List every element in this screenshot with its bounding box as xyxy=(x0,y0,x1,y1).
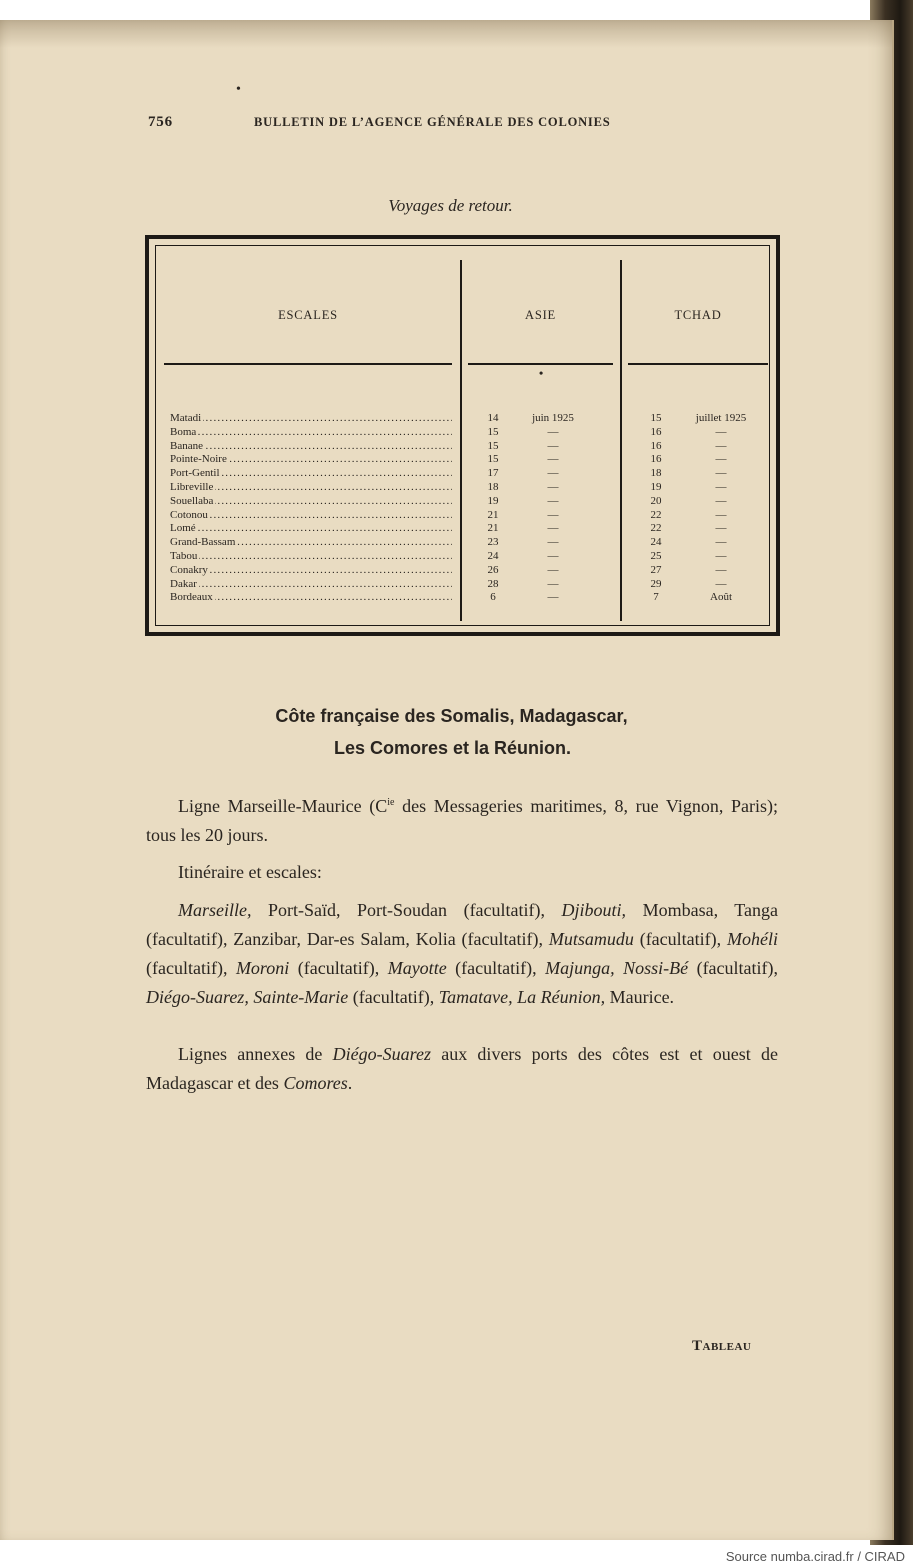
itinerary-text: (facultatif), xyxy=(446,958,546,978)
port-label: Bordeaux xyxy=(170,591,213,604)
port-name xyxy=(170,578,452,592)
table-row xyxy=(170,412,770,426)
header-tchad: TCHAD xyxy=(674,308,722,322)
header-escales: ESCALES xyxy=(278,308,338,322)
asie-month: — xyxy=(547,480,559,493)
tchad-day: 22 xyxy=(650,522,662,535)
table-row xyxy=(170,495,770,509)
p4-text-e: . xyxy=(347,1073,353,1093)
header-rule xyxy=(164,363,452,365)
port-name xyxy=(170,550,452,564)
asie-day: 24 xyxy=(487,549,499,562)
p4-place-comores: Comores xyxy=(283,1073,348,1093)
port-label: Cotonou xyxy=(170,508,208,521)
p1-text-a: Ligne Marseille-Maurice (C xyxy=(178,796,388,816)
itinerary-place: Majunga, Nossi-Bé xyxy=(545,958,689,978)
port-name xyxy=(170,467,452,481)
tchad-day: 29 xyxy=(650,577,662,590)
port-name xyxy=(170,412,452,426)
port-name xyxy=(170,564,452,578)
asie-month: — xyxy=(547,536,559,549)
tchad-month: — xyxy=(715,508,727,521)
port-label: Pointe-Noire xyxy=(170,453,227,466)
tchad-day: 7 xyxy=(653,591,659,604)
tchad-month: — xyxy=(715,563,727,576)
itinerary-place: Mohéli xyxy=(727,929,778,949)
itinerary-text: Mombasa, Tanga (facultatif), Zanzibar, Dar-es Salam, Kolia (facultatif), xyxy=(146,900,778,949)
itinerary-text: (facultatif), xyxy=(146,958,236,978)
port-label: Conakry xyxy=(170,563,208,576)
tchad-day: 24 xyxy=(650,536,662,549)
asie-month: — xyxy=(547,549,559,562)
itinerary-place: Djibouti, xyxy=(561,900,627,920)
itinerary-text: Maurice. xyxy=(605,987,675,1007)
tchad-day: 16 xyxy=(650,439,662,452)
header-rule xyxy=(628,363,768,365)
itinerary-text: (facultatif), xyxy=(348,987,439,1007)
port-label: Grand-Bassam xyxy=(170,536,236,549)
port-name xyxy=(170,495,452,509)
port-label: Lomé xyxy=(170,522,196,535)
asie-month: — xyxy=(547,577,559,590)
port-label: Dakar xyxy=(170,577,197,590)
itinerary-text: Port-Saïd, Port-Soudan (facultatif), xyxy=(251,900,562,920)
itinerary-place: Diégo-Suarez, Sainte-Marie xyxy=(146,987,349,1007)
port-label: Tabou xyxy=(170,549,198,562)
tchad-day: 19 xyxy=(650,480,662,493)
schedule-table xyxy=(145,235,780,636)
tchad-day: 18 xyxy=(650,467,662,480)
asie-day: 6 xyxy=(490,591,496,604)
table-subtitle xyxy=(0,196,913,216)
port-label: Matadi xyxy=(170,412,202,424)
itinerary-place: Mutsamudu xyxy=(548,929,634,949)
port-label: Banane xyxy=(170,439,203,452)
table-inner-border xyxy=(155,245,770,626)
table-row xyxy=(170,467,770,481)
asie-month: — xyxy=(547,467,559,480)
itinerary-text: (facultatif), xyxy=(688,958,779,978)
asie-day: 26 xyxy=(487,563,499,576)
port-label: Port-Gentil xyxy=(170,467,220,480)
page-number: 756 xyxy=(148,114,173,130)
tchad-month: — xyxy=(715,549,727,562)
port-name xyxy=(170,481,452,495)
header-asie: ASIE xyxy=(525,308,556,322)
paragraph-line-info xyxy=(146,788,778,850)
tchad-month: — xyxy=(715,536,727,549)
asie-day: 19 xyxy=(487,494,499,507)
asie-day: 23 xyxy=(487,536,499,549)
itinerary-text: (facultatif), xyxy=(633,929,727,949)
asie-month: juin 1925 xyxy=(532,412,574,424)
paragraph-annex-lines xyxy=(146,1040,778,1098)
table-row xyxy=(170,591,770,605)
port-label: Libreville xyxy=(170,480,214,493)
source-credit: Source numba.cirad.fr / CIRAD xyxy=(725,1549,905,1564)
port-label: Souellaba xyxy=(170,494,214,507)
asie-month: — xyxy=(547,591,559,604)
itinerary-place: Mayotte xyxy=(387,958,447,978)
asie-month: — xyxy=(547,453,559,466)
itinerary-place: Tamatave, La Réunion, xyxy=(438,987,606,1007)
table-row xyxy=(170,481,770,495)
itinerary-place: Marseille, xyxy=(178,900,252,920)
p1-text-b: des Messageries maritimes, 8, rue Vignon, Paris); tous les 20 jours. xyxy=(146,796,778,845)
tchad-day: 15 xyxy=(650,412,662,424)
table-row xyxy=(170,426,770,440)
ink-dot: • xyxy=(539,366,544,380)
port-name xyxy=(170,509,452,523)
catchword: Tableau xyxy=(692,1338,752,1354)
itinerary-place: Moroni xyxy=(235,958,290,978)
p1-superscript: ie xyxy=(387,797,395,808)
tchad-day: 16 xyxy=(650,425,662,438)
table-row xyxy=(170,578,770,592)
header-rule xyxy=(468,363,613,365)
tchad-day: 22 xyxy=(650,508,662,521)
tchad-month: juillet 1925 xyxy=(695,412,747,424)
subtitle-text: Voyages de retour. xyxy=(388,196,513,215)
asie-month: — xyxy=(547,522,559,535)
table-row xyxy=(170,564,770,578)
port-label: Boma xyxy=(170,425,197,438)
port-name xyxy=(170,591,452,605)
asie-day: 15 xyxy=(487,425,499,438)
p4-text-c: aux divers ports des côtes est et ouest de Madagascar et des xyxy=(146,1044,778,1093)
table-body xyxy=(170,412,770,605)
p4-text-a: Lignes annexes de xyxy=(178,1044,333,1064)
tchad-day: 27 xyxy=(650,563,662,576)
table-row xyxy=(170,522,770,536)
port-name xyxy=(170,440,452,454)
asie-day: 21 xyxy=(487,522,499,535)
asie-month: — xyxy=(547,439,559,452)
tchad-month: — xyxy=(715,425,727,438)
table-row xyxy=(170,440,770,454)
asie-month: — xyxy=(547,494,559,507)
tchad-month: — xyxy=(715,577,727,590)
table-row xyxy=(170,536,770,550)
port-name xyxy=(170,426,452,440)
asie-month: — xyxy=(547,563,559,576)
tchad-day: 20 xyxy=(650,494,662,507)
table-row xyxy=(170,550,770,564)
section-title-line1: Côte française des Somalis, Madagascar, xyxy=(275,706,628,726)
p4-place-diego: Diégo-Suarez xyxy=(332,1044,431,1064)
tchad-month: — xyxy=(715,453,727,466)
tchad-day: 16 xyxy=(650,453,662,466)
paragraph-itinerary-heading: Itinéraire et escales: xyxy=(178,862,322,882)
port-name xyxy=(170,536,452,550)
asie-day: 28 xyxy=(487,577,499,590)
table-row xyxy=(170,453,770,467)
tchad-month: — xyxy=(715,522,727,535)
asie-month: — xyxy=(547,508,559,521)
asie-day: 15 xyxy=(487,439,499,452)
asie-day: 14 xyxy=(487,412,499,424)
table-row xyxy=(170,509,770,523)
tchad-month: Août xyxy=(710,591,732,604)
asie-day: 15 xyxy=(487,453,499,466)
paragraph-itinerary xyxy=(146,896,778,1012)
page-shadow xyxy=(0,20,892,48)
asie-day: 17 xyxy=(487,467,499,480)
tchad-month: — xyxy=(715,439,727,452)
tchad-month: — xyxy=(715,467,727,480)
tchad-month: — xyxy=(715,494,727,507)
asie-day: 18 xyxy=(487,480,499,493)
running-title: BULLETIN DE L’AGENCE GÉNÉRALE DES COLONIES xyxy=(254,115,611,129)
tchad-day: 25 xyxy=(650,549,662,562)
tchad-month: — xyxy=(715,480,727,493)
section-title-line2: Les Comores et la Réunion. xyxy=(333,738,572,758)
itinerary-text: (facultatif), xyxy=(289,958,388,978)
asie-month: — xyxy=(547,425,559,438)
port-name xyxy=(170,522,452,536)
port-name xyxy=(170,453,452,467)
asie-day: 21 xyxy=(487,508,499,521)
ink-dot: • xyxy=(236,82,241,97)
